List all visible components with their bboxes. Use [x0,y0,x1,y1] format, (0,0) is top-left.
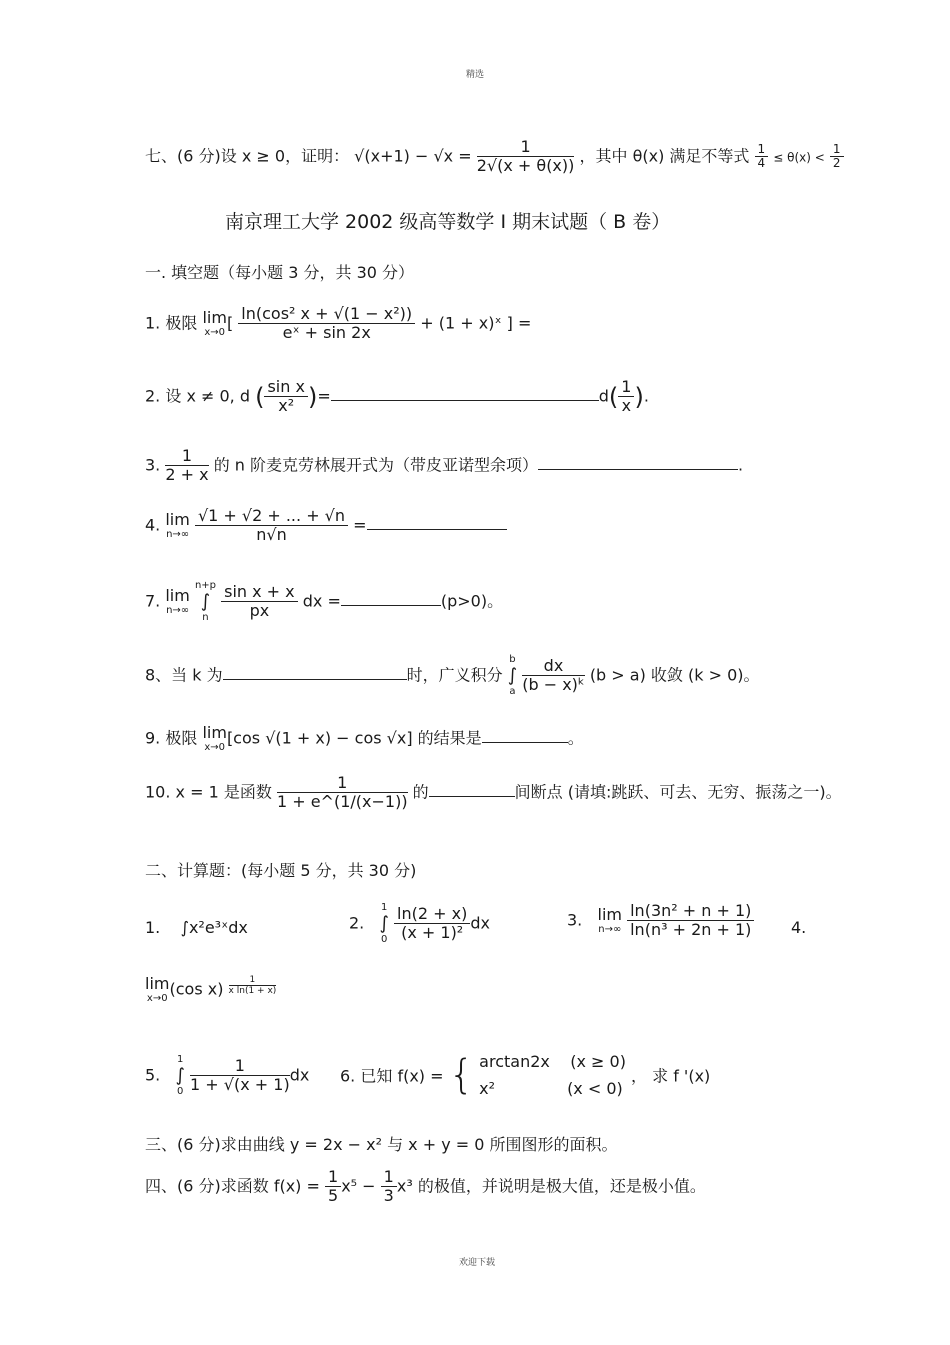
calc-4-label: 4. [791,918,807,937]
fill-4-den: n√n [256,525,287,545]
calc-4-exp-num: 1 [229,975,277,986]
calc-4 [145,975,276,1005]
fill-2-den2: x [621,396,632,416]
calc-3-label: 3. [567,910,583,930]
calc-2-num: ln(2 + x) [394,905,470,924]
calc-4-base: (cos x) [169,979,224,999]
fill-1-label: 1. 极限 [145,313,198,333]
calc-2 [349,902,490,946]
section-4-frac2 [381,1168,397,1206]
fill-10-blank[interactable] [429,795,515,797]
q7-mid: ，其中 θ(x) 满足不等式 [579,146,750,166]
calc-1-expr: ∫x²e³ˣdx [180,918,248,937]
fill-2-frac1 [264,378,307,416]
lim-sub: n→∞ [166,605,190,617]
section-4 [145,1168,706,1206]
fill-2-den1: x² [278,396,295,416]
fill-8-tail: (b > a) 收敛 (k > 0)。 [589,665,760,685]
section-4-label: 四、(6 分)求函数 f(x) = [145,1176,320,1196]
fill-2-num2: 1 [618,378,634,397]
fill-4-blank[interactable] [367,528,507,530]
calc-3-den: ln(n³ + 2n + 1) [630,920,752,940]
fill-3-fraction [165,447,208,485]
page-header: 精选 [466,70,485,80]
fill-10-num: 1 [277,774,408,793]
section-4-x3: x³ [396,1176,413,1196]
fill-10-label: 10. x = 1 是函数 [145,782,272,802]
fill-3 [145,447,743,485]
fill-8-blank[interactable] [223,678,407,680]
fill-3-label: 3. [145,455,161,475]
case-row-1 [479,1048,626,1075]
frac2-den: 3 [383,1186,394,1206]
lim-word: lim [145,974,170,993]
q7-left-den: 4 [757,156,766,171]
calc-6-cases [479,1048,626,1102]
calc-1-label: 1. [145,918,161,937]
fill-2-d: d [598,386,609,406]
paren-close: ) [307,382,318,411]
fill-7-blank[interactable] [341,604,441,606]
lim-sub: n→∞ [166,529,190,541]
page-footer: 欢迎下载 [459,1258,496,1268]
integral-sign: ∫ [175,1064,185,1086]
integral-sign: ∫ [507,664,518,686]
fill-10-den: 1 + e^(1/(x−1)) [276,792,408,812]
fill-9-limit [202,724,226,754]
int-lower: n [202,612,209,624]
fill-8-mid: 时，广义积分 [406,665,503,685]
fill-4-fraction [195,507,348,545]
fill-8-num: dx [522,657,585,676]
fill-7-den: px [249,601,270,621]
problem-7-proof [145,138,844,176]
lim-sub: n→∞ [598,924,622,936]
fill-2-end: . [643,386,649,406]
fill-2-eq: = [317,386,331,406]
int-upper: n+p [194,580,217,591]
section-4-x5: x⁵ − [341,1176,376,1196]
paren-open-2: ( [608,382,619,411]
paren-open: ( [255,382,265,411]
calc-5-tail: dx [289,1065,310,1085]
fill-7-num: sin x + x [221,583,298,602]
lim-sub: x→0 [204,742,226,754]
fill-1 [145,305,531,343]
calc-6-label: 6. 已知 f(x) = [340,1066,444,1086]
q7-right-bound [830,143,844,172]
fill-2-blank[interactable] [331,399,599,401]
fill-2 [145,378,649,416]
fill-1-num: ln(cos² x + √(1 − x²)) [238,305,415,324]
section-3: 三、(6 分)求由曲线 y = 2x − x² 与 x + y = 0 所围图形的面积。 [145,1135,618,1154]
fill-8 [145,654,760,698]
frac2-num: 1 [381,1168,397,1187]
fill-7-tail: dx = [302,591,341,611]
q7-label: 七、(6 分)设 x ≥ 0，证明： [145,146,350,166]
case-2-cond: (x < 0) [567,1079,623,1099]
fill-1-fraction [238,305,415,343]
fill-4 [145,507,507,545]
fill-1-tail: + (1 + x)ˣ ] = [420,313,532,333]
fill-9 [145,724,584,754]
fill-4-num: √1 + √2 + ... + √n [195,507,348,526]
exam-title: 南京理工大学 2002 级高等数学 I 期末试题（ B 卷） [225,211,671,233]
q7-left-num: 1 [755,143,769,158]
q7-left-bound [755,143,769,172]
lim-word: lim [202,723,227,742]
fill-3-den: 2 + x [165,465,209,485]
fill-9-label: 9. 极限 [145,728,198,748]
calc-4-exp-den: x ln(1 + x) [228,986,277,997]
integral-sign: ∫ [200,590,211,612]
fill-3-blank[interactable] [538,468,738,470]
q7-den: 2√(x + θ(x)) [476,156,575,176]
int-upper: 1 [177,1054,184,1065]
calc-2-tail: dx [470,913,490,933]
case-1-cond: (x ≥ 0) [570,1052,626,1071]
lim-word: lim [202,307,227,327]
fill-2-num1: sin x [264,378,307,397]
lim-sub: x→0 [204,327,226,339]
fill-10-fraction [277,774,408,812]
calc-2-integral [380,902,389,946]
fill-9-end: 。 [567,728,584,748]
fill-7-limit [165,587,189,617]
calc-5-fraction [190,1057,290,1095]
calc-3 [567,902,754,940]
calc-2-label: 2. [349,913,365,933]
paren-close-2: ) [634,382,644,411]
fill-4-limit [165,511,189,541]
calc-6 [340,1048,710,1102]
q7-ineq-mid: ≤ θ(x) < [773,150,825,165]
brace-icon: { [448,1052,475,1099]
calc-4-limit [145,975,169,1005]
lim-word: lim [165,509,190,529]
lim-word: lim [165,585,190,605]
fill-7-integral [195,580,216,624]
calc-1 [145,918,248,937]
fill-1-den: eˣ + sin 2x [282,323,371,343]
int-upper: 1 [381,902,388,913]
q7-fraction [477,138,575,176]
calc-3-limit [598,906,622,936]
calc-2-den: (x + 1)² [401,923,464,943]
fill-7 [145,580,503,624]
lim-word: lim [597,904,623,924]
frac1-den: 5 [328,1186,339,1206]
fill-3-text: 的 n 阶麦克劳林展开式为（带皮亚诺型余项） [213,455,539,475]
calc-4-exponent [229,975,277,997]
fill-1-limit [202,309,226,339]
fill-9-expr: [cos √(1 + x) − cos √x] 的结果是 [226,728,482,748]
fill-2-frac2 [618,378,634,416]
fill-8-den: (b − x)ᵏ [522,675,585,695]
lim-sub: x→0 [146,993,168,1005]
calc-2-fraction [394,905,470,943]
calc-5 [145,1054,309,1098]
calc-6-tail: ， 求 f '(x) [631,1066,711,1086]
calc-3-fraction [627,902,754,940]
calc-5-label: 5. [145,1065,161,1085]
fill-10-mid: 的 [412,782,429,802]
calc-5-num: 1 [190,1057,290,1076]
fill-7-label: 7. [145,591,161,611]
fill-7-fraction [221,583,298,621]
fill-4-label: 4. [145,515,161,535]
section-4-tail: 的极值，并说明是极大值，还是极小值。 [417,1176,706,1196]
fill-8-integral [508,654,517,698]
int-lower: 0 [177,1086,184,1098]
case-row-2 [479,1075,626,1102]
q7-right-num: 1 [830,143,844,158]
fill-8-label: 8、当 k 为 [145,665,223,685]
case-2-expr: x² [479,1079,496,1099]
section-2-heading: 二、计算题：(每小题 5 分，共 30 分) [145,861,417,880]
fill-10-tail: 间断点 (请填:跳跃、可去、无穷、振荡之一)。 [514,782,842,802]
integral-sign: ∫ [379,912,389,934]
section-1-heading: 一. 填空题（每小题 3 分，共 30 分） [145,263,415,282]
fill-7-end: (p>0)。 [440,591,504,611]
section-4-frac1 [325,1168,341,1206]
calc-5-integral [176,1054,185,1098]
fill-4-eq: = [353,515,367,535]
fill-1-bracket: [ [226,313,234,333]
calc-5-den: 1 + √(x + 1) [190,1075,290,1095]
fill-3-num: 1 [165,447,208,466]
fill-3-end: . [738,455,744,475]
fill-8-fraction [522,657,585,695]
q7-lhs: √(x+1) − √x = [354,146,472,166]
fill-2-label: 2. 设 x ≠ 0, d [145,386,250,406]
fill-10 [145,774,842,812]
q7-right-den: 2 [832,156,841,171]
calc-3-num: ln(3n² + n + 1) [627,902,754,921]
int-upper: b [509,654,516,665]
q7-num: 1 [477,138,575,157]
fill-9-blank[interactable] [482,741,568,743]
int-lower: a [509,686,516,698]
frac1-num: 1 [325,1168,341,1187]
case-1-expr: arctan2x [479,1052,550,1071]
int-lower: 0 [381,934,388,946]
